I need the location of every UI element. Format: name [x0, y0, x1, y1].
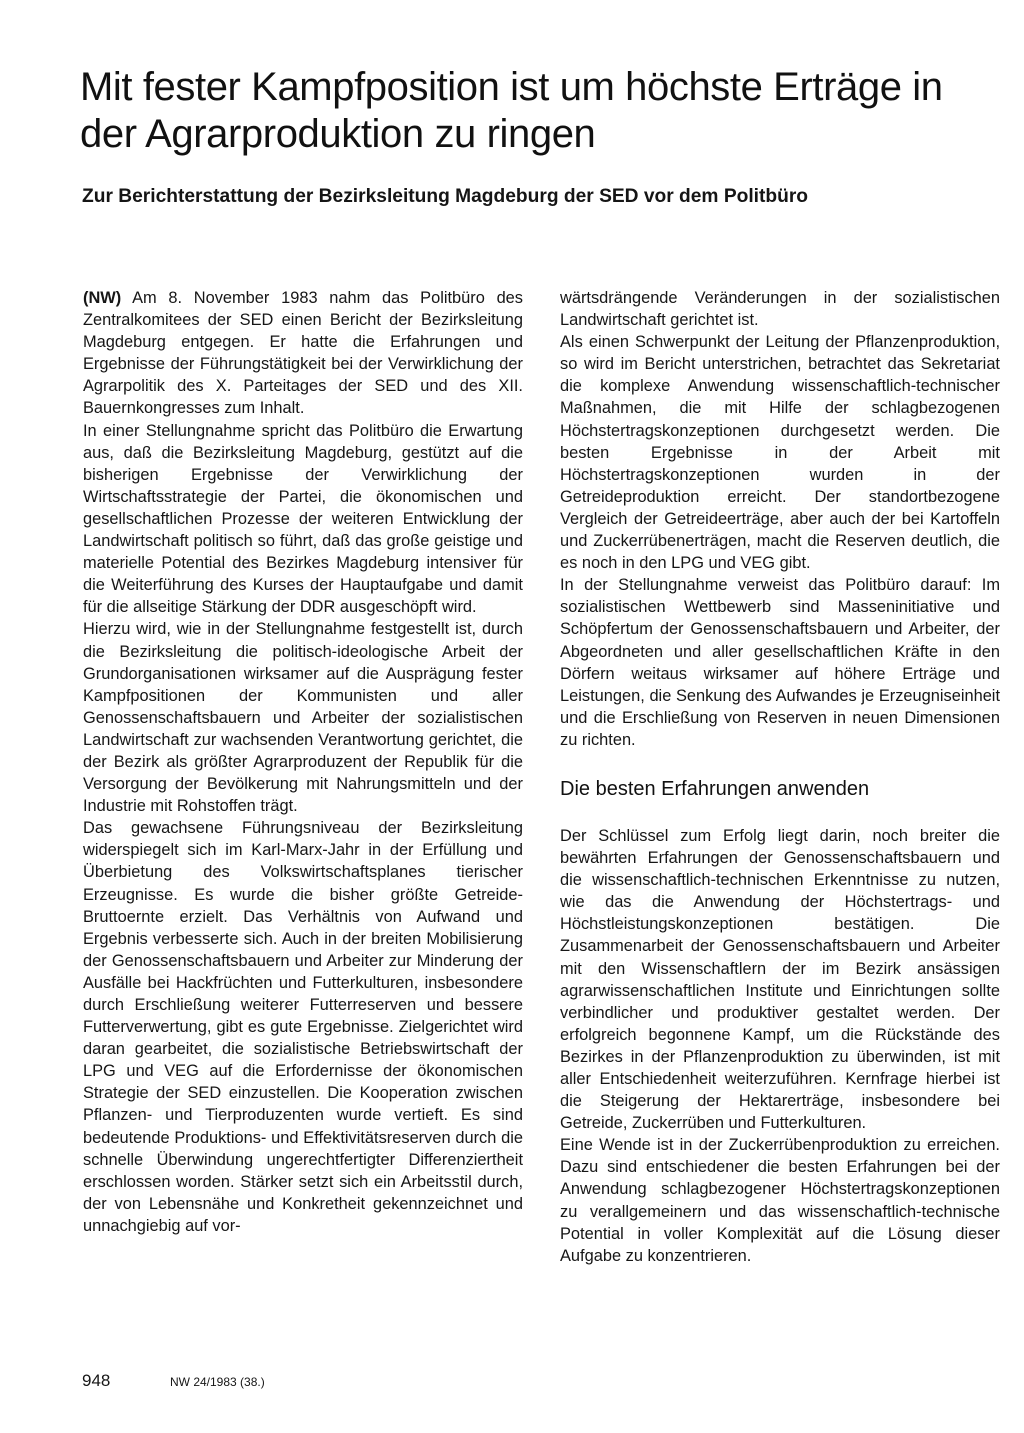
body-paragraph: Das gewachsene Führungsniveau der Bezirksleitung widerspiegelt sich im Karl-Marx-Jahr in der Erfüllung und Überbietung des Volkswirtschaftsplanes tierischer Erzeugnisse. Es wurde die bisher größte Getreide-Bruttoernte erzielt. Das Verhältnis von Aufwand und Ergebnis verbesserte sich. Auch in der breiten Mobilisierung der Genossenschaftsbauern und Arbeiter zur Minderung der Ausfälle bei Hackfrüchten und Futterkulturen, insbesondere durch Erschließung weiterer Futterreserven und bessere Futterverwertung, gibt es gute Ergebnisse. Zielgerichtet wird daran gearbeitet, die sozialistische Betriebswirtschaft der LPG und VEG auf die Erfordernisse der ökonomischen Strategie der SED einzustellen. Die Kooperation zwischen Pflanzen- und Tierproduzenten wurde vertieft. Es sind bedeutende Produktions- und Effektivitätsreserven durch die schnelle Überwindung ungerechtfertigter Differenziertheit erschlossen worden. Stärker setzt sich ein Arbeitsstil durch, der von Lebensnähe und Konkretheit gekennzeichnet und unnachgiebig auf vor- [83, 819, 523, 1235]
page-number: 948 [82, 1371, 111, 1390]
body-paragraph: In der Stellungnahme verweist das Politbüro darauf: Im sozialistischen Wettbewerb sind Masseninitiative und Schöpfertum der Genossenschaftsbauern und Arbeiter, der Abgeordneten und aller gesellschaftlichen Kräfte in den Dörfern weitaus wirksamer auf höhere Erträge und Leistungen, die Senkung des Aufwandes je Erzeugniseinheit und die Erschließung von Reserven in neuen Dimensionen zu richten. [560, 576, 1000, 749]
article-headline: Mit fester Kampfposition ist um höchste Erträge in der Agrarproduktion zu ringen [80, 65, 943, 156]
body-paragraph: Hierzu wird, wie in der Stellungnahme festgestellt ist, durch die Bezirksleitung die politisch-ideologische Arbeit der Grundorganisationen wirksamer auf die Ausprägung fester Kampfpositionen der Kommunisten und aller Genossenschaftsbauern und Arbeiter der sozialistischen Landwirtschaft zur wachsenden Verantwortung gerichtet, die der Bezirk als größter Agrarproduzent der Republik für die Versorgung der Bevölkerung mit Nahrungsmitteln und der Industrie mit Rohstoffen trägt. [83, 620, 523, 816]
left-column [83, 287, 523, 1237]
lead-tag: (NW) [83, 289, 122, 307]
section-heading: Die besten Erfahrungen anwenden [560, 777, 870, 800]
body-paragraph: Als einen Schwerpunkt der Leitung der Pflanzenproduktion, so wird im Bericht unterstrichen, betrachtet das Sekretariat die komplexe Anwendung wissenschaftlich-technischer Maßnahmen, die mit Hilfe der schlagbezogenen Höchstertragskonzeptionen durchgesetzt werden. Die besten Ergebnisse in der Arbeit mit Höchstertragskonzeptionen wurden in der Getreideproduktion erreicht. Der standortbezogene Vergleich der Getreideerträge, aber auch der bei Kartoffeln und Zuckerrübenerträgen, macht die Reserven deutlich, die es noch in den LPG und VEG gibt. [560, 333, 1000, 573]
article-subheadline: Zur Berichterstattung der Bezirksleitung Magdeburg der SED vor dem Politbüro [82, 186, 809, 207]
body-paragraph: Der Schlüssel zum Erfolg liegt darin, noch breiter die bewährten Erfahrungen der Genossenschaftsbauern und die wissenschaftlich-technischen Erkenntnisse zu nutzen, wie das die Anwendung der Höchstertrags- und Höchstleistungskonzeptionen bestätigen. Die Zusammenarbeit der Genossenschaftsbauern und Arbeiter mit den Wissenschaftlern der im Bezirk ansässigen agrarwissenschaftlichen Institute und Einrichtungen sollte verbindlicher und produktiver gestaltet werden. Der erfolgreich begonnene Kampf, um die Rückstände des Bezirkes in der Pflanzenproduktion zu überwinden, ist mit aller Entschiedenheit weiterzuführen. Kernfrage hierbei ist die Steigerung der Hektarerträge, insbesondere bei Getreide, Zuckerrüben und Futterkulturen. [560, 826, 1000, 1133]
right-column [560, 287, 1000, 1267]
issue-reference: NW 24/1983 (38.) [170, 1375, 265, 1389]
body-paragraph: Eine Wende ist in der Zuckerrübenproduktion zu erreichen. Dazu sind entschiedener die besten Erfahrungen bei der Anwendung schlagbezogener Höchstertragskonzeptionen zu verallgemeinern und das wissenschaftlich-technische Potential in voller Komplexität auf die Lösung dieser Aufgabe zu konzentrieren. [560, 1136, 1000, 1265]
lead-paragraph-text: Am 8. November 1983 nahm das Politbüro des Zentralkomitees der SED einen Bericht der Bezirksleitung Magdeburg entgegen. Er hatte die Erfahrungen und Ergebnisse der Führungstätigkeit bei der Verwirklichung der Agrarpolitik des X. Parteitages der SED und des XII. Bauernkongresses zum Inhalt. [83, 289, 523, 418]
body-paragraph: wärtsdrängende Veränderungen in der sozialistischen Landwirtschaft gerichtet ist. [560, 289, 1000, 330]
body-paragraph: In einer Stellungnahme spricht das Politbüro die Erwartung aus, daß die Bezirksleitung Magdeburg, gestützt auf die bisherigen Ergebnisse der Verwirklichung der Wirtschaftsstrategie der Partei, die ökonomischen und gesellschaftlichen Prozesse der weiteren Entwicklung der Landwirtschaft politisch so führt, daß das große geistige und materielle Potential des Bezirkes Magdeburg intensiver für die Weiterführung des Kurses der Hauptaufgabe und damit für die allseitige Stärkung der DDR ausgeschöpft wird. [83, 421, 523, 617]
lead-paragraph [83, 287, 523, 420]
